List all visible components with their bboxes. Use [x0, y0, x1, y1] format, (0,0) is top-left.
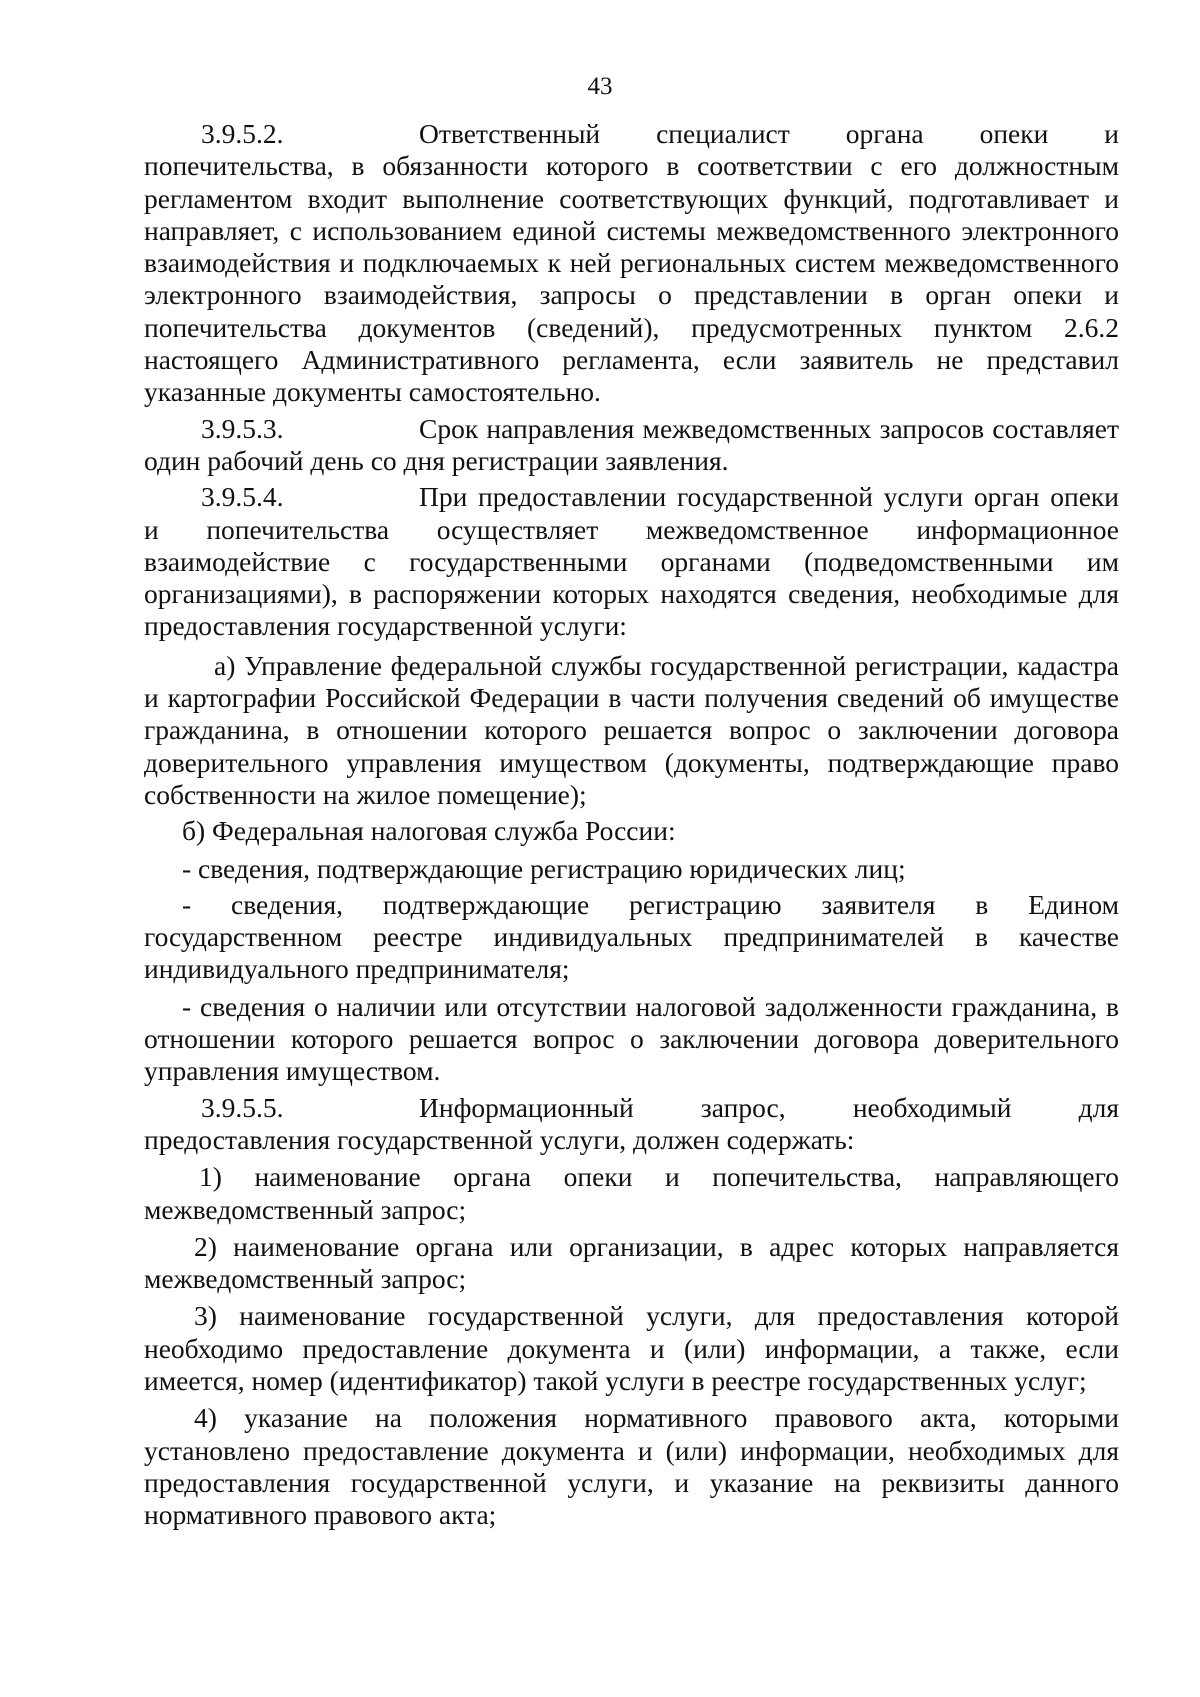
paragraph-3-9-5-3 [144, 413, 1119, 478]
clause-number: 3.9.5.4. [201, 481, 284, 513]
paragraph-text: Срок направления межведомственных запросов составляет один рабочий день со дня регистрации заявления. [144, 412, 1119, 476]
clause-number: 3.9.5.3. [201, 412, 284, 444]
list-item-1: 1) наименование органа опеки и попечительства, направляющего межведомственный запрос; [144, 1161, 1119, 1225]
list-item-3: 3) наименование государственной услуги, для предоставления которой необходимо предоставление документа и (или) информации, а также, если имеется, номер (идентификатор) такой услуги в реестре государственных услуг; [144, 1300, 1119, 1396]
paragraph-3-9-5-5 [144, 1092, 1119, 1157]
dash-item-legal-entities: - сведения, подтверждающие регистрацию юридических лиц; [182, 852, 906, 884]
clause-number: 3.9.5.5. [201, 1091, 284, 1123]
page-number: 43 [587, 73, 613, 100]
paragraph-text: Ответственный специалист органа опеки и попечительства, в обязанности которого в соответствии с его должностным регламентом входит выполнение соответствующих функций, подготавливает и направляет, с использованием единой системы межведомственного электронного взаимодействия и подключаемых к ней региональных систем межведомственного электронного взаимодействия, запросы о представлении в орган опеки и попечительства документов (сведений), предусмотренных пунктом 2.6.2 настоящего Административного регламента, если заявитель не представил указанные документы самостоятельно. [144, 118, 1119, 408]
dash-item-entrepreneur: - сведения, подтверждающие регистрацию заявителя в Едином государственном реестре индивидуальных предпринимателей в качестве индивидуального предпринимателя; [144, 888, 1119, 985]
list-item-2: 2) наименование органа или организации, в адрес которых направляется межведомственный запрос; [144, 1230, 1119, 1295]
paragraph-3-9-5-2 [144, 118, 1119, 409]
paragraph-text: При предоставлении государственной услуги орган опеки и попечительства осуществляет межведомственное информационное взаимодействие с государственными органами (подведомственными им организациями), в распоряжении которых находятся сведения, необходимые для предоставления государственной услуги: [144, 481, 1119, 642]
document-body [144, 118, 1119, 1531]
list-item-4: 4) указание на положения нормативного правового акта, которыми установлено предоставление документа и (или) информации, необходимых для предоставления государственной услуги, и указание на реквизиты данного нормативного правового акта; [144, 1402, 1119, 1531]
paragraph-3-9-5-4 [144, 481, 1119, 642]
dash-item-tax-debt: - сведения о наличии или отсутствии налоговой задолженности гражданина, в отношении которого решается вопрос о заключении договора доверительного управления имуществом. [144, 990, 1119, 1087]
list-item-b: б) Федеральная налоговая служба России: [182, 815, 676, 847]
clause-number: 3.9.5.2. [201, 118, 284, 149]
paragraph-text: Информационный запрос, необходимый для предоставления государственной услуги, должен содержать: [144, 1091, 1119, 1155]
list-item-a: а) Управление федеральной службы государственной регистрации, кадастра и картографии Российской Федерации в части получения сведений об имуществе гражданина, в отношении которого решается вопрос о заключении договора доверительного управления имуществом (документы, подтверждающие право собственности на жилое помещение); [144, 649, 1119, 810]
